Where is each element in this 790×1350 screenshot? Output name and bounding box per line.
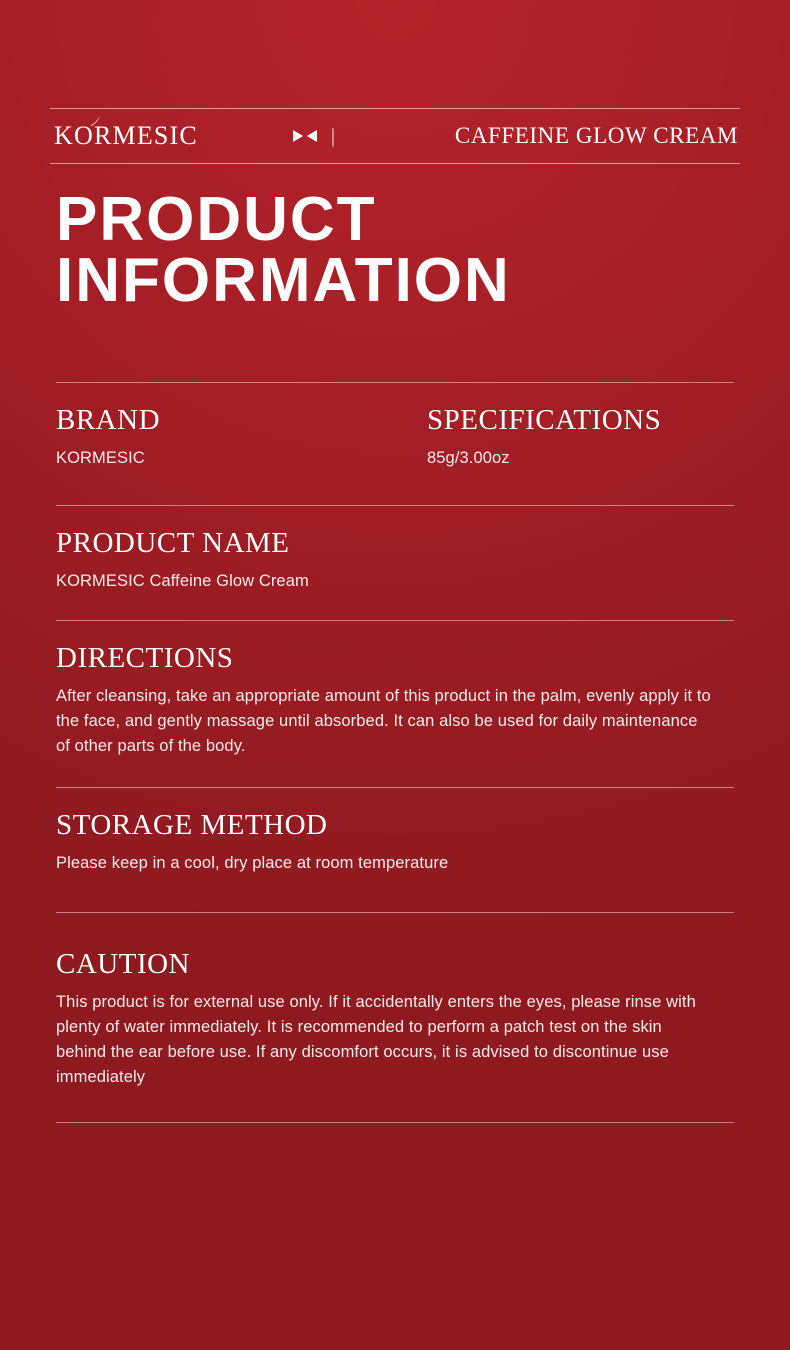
section-brand-value: KORMESIC (56, 448, 145, 467)
section-caution-value: This product is for external use only. If it accidentally enters the eyes, please rinse with plenty of water immediately. It is recommended to perform a patch test on the skin behind the ear before use. If any discomfort occurs, it is advised to discontinue use immediately (56, 992, 696, 1087)
section-storage-heading: STORAGE METHOD (56, 809, 328, 842)
section-specifications (395, 405, 734, 471)
page-title (56, 185, 511, 315)
section-storage (56, 788, 734, 912)
section-directions-heading: DIRECTIONS (56, 641, 234, 674)
bowtie-icon (293, 128, 317, 144)
brand-logo-text: KORMESIC (54, 121, 198, 150)
section-directions (56, 621, 734, 787)
section-specifications-value: 85g/3.00oz (427, 448, 510, 467)
section-brand-specifications (56, 383, 734, 505)
section-specifications-heading: SPECIFICATIONS (427, 404, 662, 436)
header-bar (50, 108, 740, 164)
flame-accent-icon (89, 115, 105, 127)
section-storage-value: Please keep in a cool, dry place at room temperature (56, 853, 449, 872)
section-brand (56, 405, 395, 471)
page-title-line-1: PRODUCT (56, 185, 377, 254)
section-caution-heading: CAUTION (56, 948, 190, 981)
brand-logo (50, 121, 198, 151)
section-product-name-value: KORMESIC Caffeine Glow Cream (56, 571, 309, 590)
section-brand-heading: BRAND (56, 404, 161, 436)
section-product-name-heading: PRODUCT NAME (56, 526, 290, 559)
info-sections (56, 382, 734, 1123)
page-title-line-2: INFORMATION (56, 245, 511, 315)
section-directions-value: After cleansing, take an appropriate amount of this product in the palm, evenly apply it to the face, and gently massage until absorbed. It can also be used for daily maintenance of other parts of the body. (56, 686, 711, 755)
section-divider (56, 1122, 734, 1123)
header-center-mark (293, 126, 335, 146)
section-product-name (56, 506, 734, 620)
header-product-title: CAFFEINE GLOW CREAM (454, 123, 738, 148)
section-caution (56, 913, 734, 1122)
header-divider: | (330, 125, 335, 147)
